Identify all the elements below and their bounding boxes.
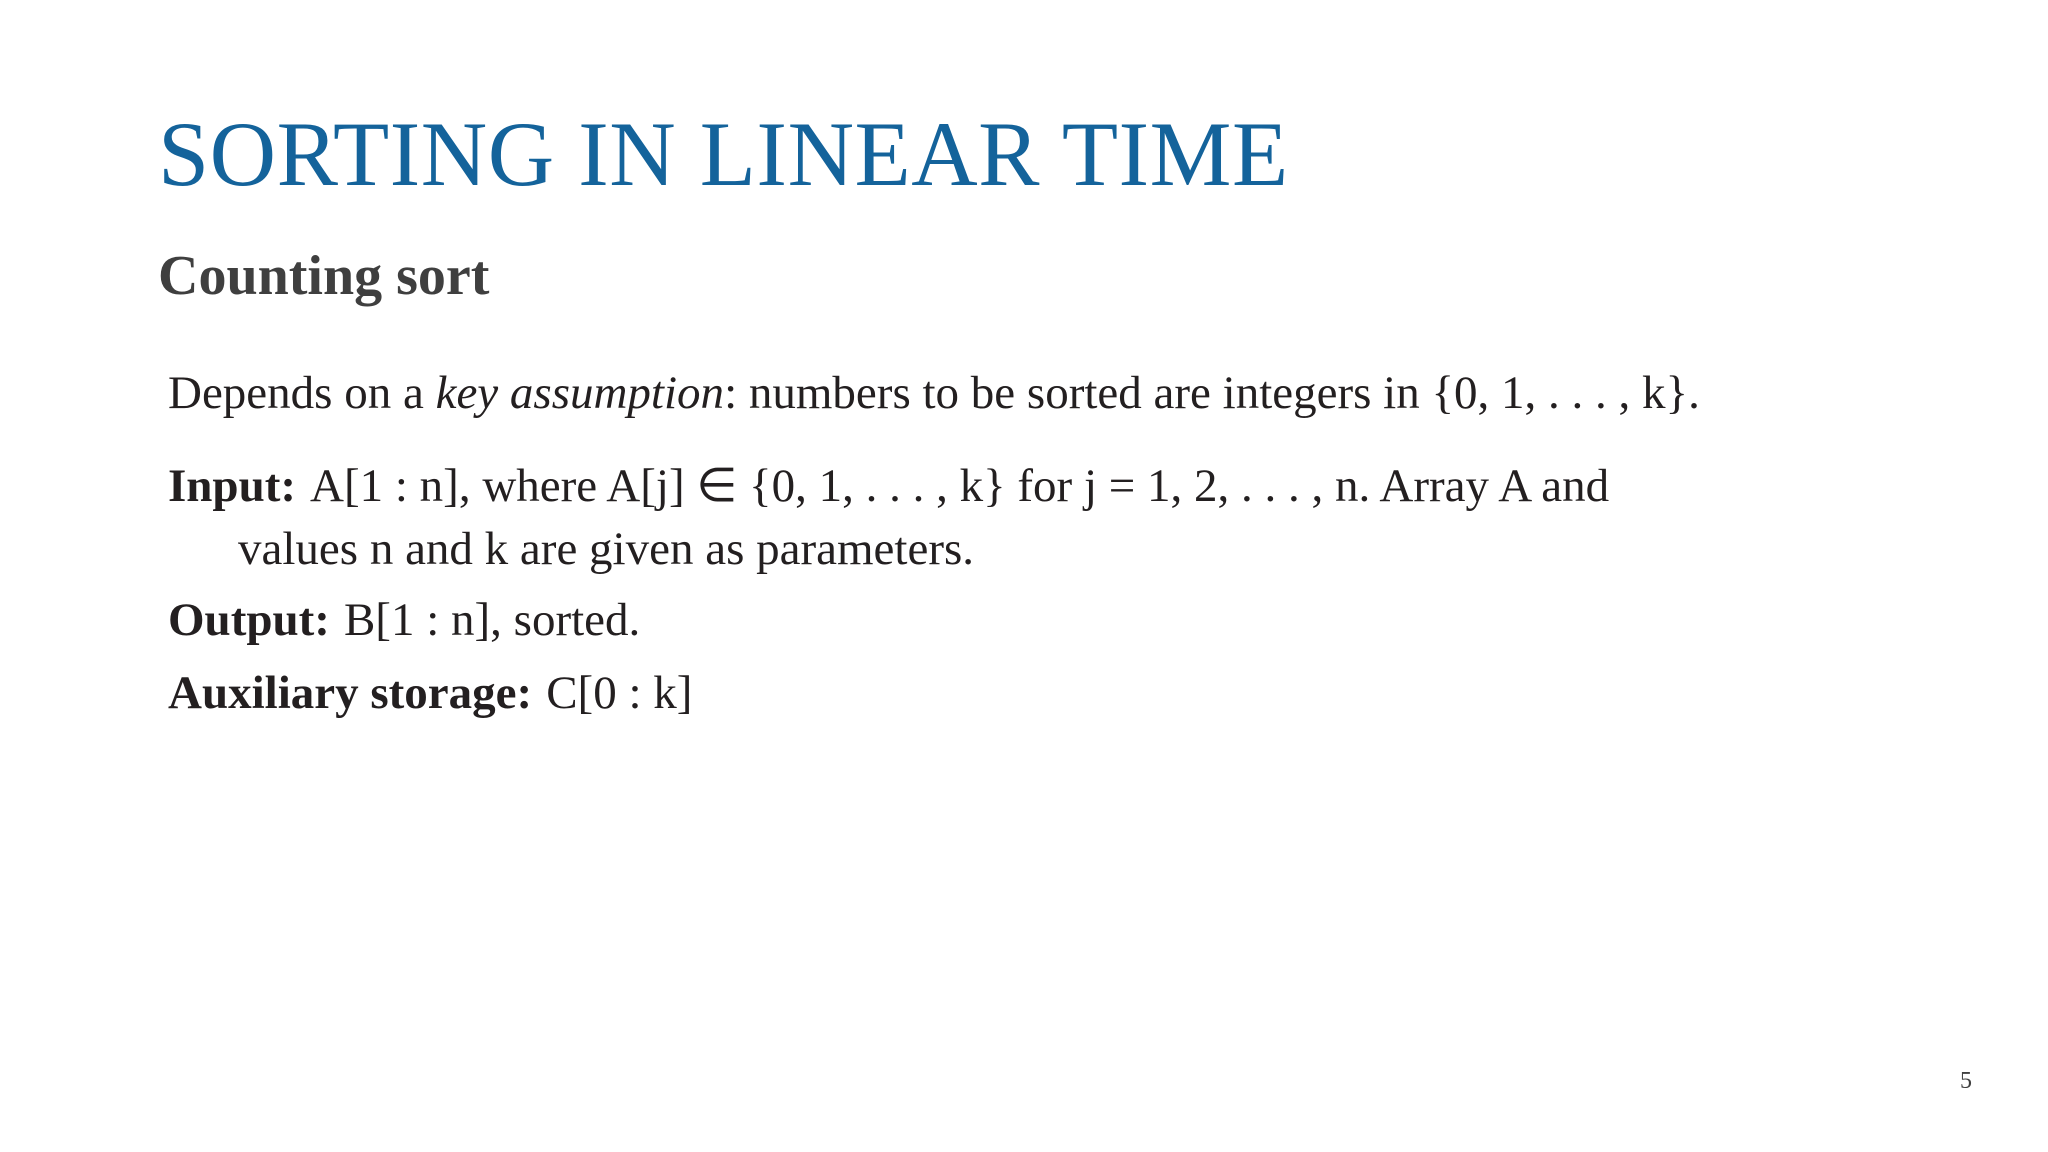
auxiliary-text: C[0 : k] [546,667,693,719]
output-line [168,594,641,646]
input-line [168,460,1610,512]
input-continuation-line [238,523,975,575]
auxiliary-storage-line [168,667,693,719]
page-number: 5 [1960,1068,1972,1094]
input-text: A[1 : n], where A[j] ∈ {0, 1, . . . , k} for j = 1, 2, . . . , n. Array A and [310,460,1610,512]
assumption-prefix: Depends on a [168,367,436,419]
key-assumption-line [168,367,1700,419]
output-label: Output: [168,594,330,646]
slide-title: SORTING IN LINEAR TIME [158,103,1289,205]
auxiliary-label: Auxiliary storage: [168,667,533,719]
input-continuation: values n and k are given as parameters. [238,523,975,575]
slide-subtitle: Counting sort [158,245,490,307]
assumption-emphasis: key assumption [435,367,725,419]
input-label: Input: [168,460,297,512]
output-text: B[1 : n], sorted. [343,594,641,646]
assumption-suffix: : numbers to be sorted are integers in {0, 1, . . . , k}. [724,367,1700,419]
